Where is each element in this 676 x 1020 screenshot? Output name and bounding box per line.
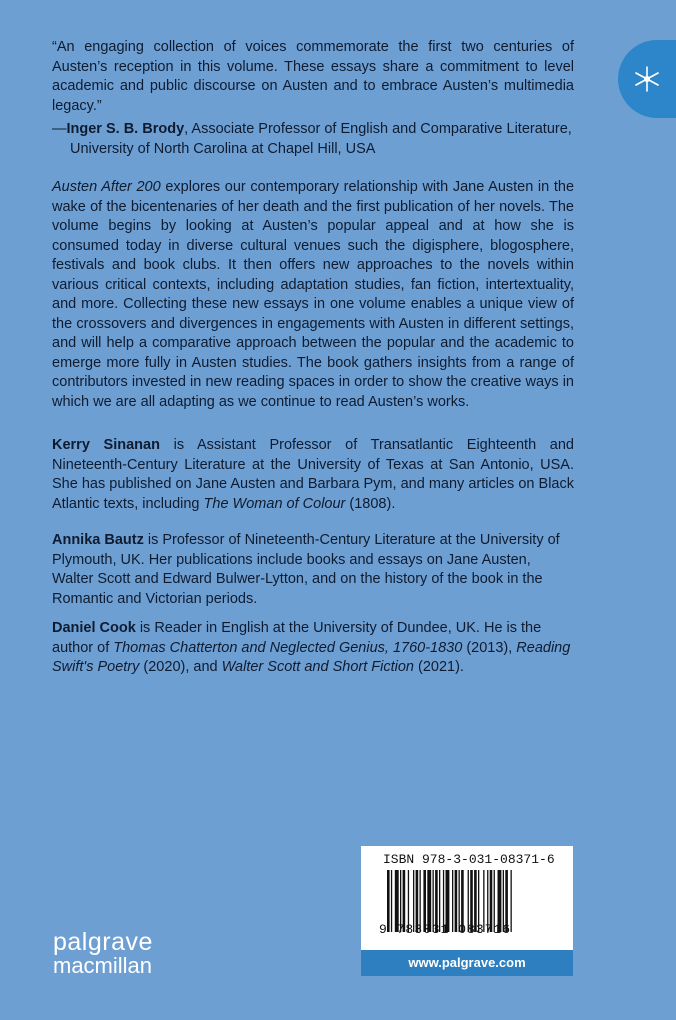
bio-italic-title: The Woman of Colour bbox=[203, 495, 346, 512]
endorsement-attribution bbox=[52, 120, 574, 159]
bio-text: is Reader in English at the University of Dundee, UK. He is the author of bbox=[52, 620, 542, 656]
bio-mid-1: (2013), bbox=[462, 639, 517, 656]
bio-name: Kerry Sinanan bbox=[52, 437, 160, 453]
bio-text: is Professor of Nineteenth-Century Literature at the University of Plymouth, UK. Her publications include books and essays on Jane Austen, Walter Scott and Edward Bulwer-Lytton, and on the history of the book in the Romantic and Victorian periods. bbox=[52, 532, 560, 607]
bio-mid-2: (2020), and bbox=[139, 659, 222, 675]
endorser-affiliation: , Associate Professor of English and Comparative Literature, University of North Carolina at Chapel Hill, USA bbox=[70, 121, 572, 157]
bio-name: Daniel Cook bbox=[52, 620, 136, 636]
bio-italic-title-2: Reading Swift's Poetry bbox=[52, 639, 571, 675]
barcode-panel bbox=[361, 846, 573, 976]
bio-kerry-sinanan bbox=[52, 436, 574, 514]
book-title: Austen After 200 bbox=[52, 179, 161, 195]
bio-daniel-cook bbox=[52, 619, 574, 678]
publisher-url[interactable]: www.palgrave.com bbox=[361, 950, 573, 976]
publisher-line-2: macmillan bbox=[53, 953, 153, 978]
bio-italic-title-3: Walter Scott and Short Fiction bbox=[221, 659, 414, 675]
springer-star-icon bbox=[633, 64, 661, 94]
bio-italic-title-1: Thomas Chatterton and Neglected Genius, 1760-1830 bbox=[113, 639, 463, 656]
bio-name: Annika Bautz bbox=[52, 532, 144, 548]
endorsement-quote: “An engaging collection of voices commemorate the first two centuries of Austen’s reception in this volume. These essays share a commitment to level academic and public discourse on Austen and to embrace Austen’s multimedia legacy.” bbox=[52, 39, 574, 114]
bio-tail: (1808). bbox=[345, 495, 396, 512]
bio-annika-bautz bbox=[52, 531, 574, 609]
barcode-digits: 9 783031 083716 bbox=[379, 922, 512, 937]
bio-tail: (2021). bbox=[413, 659, 464, 675]
isbn-label: ISBN 978-3-031-08371-6 bbox=[383, 852, 555, 867]
quote-dash: — bbox=[52, 121, 67, 137]
publisher-line-1: palgrave bbox=[53, 928, 153, 956]
publisher-logo bbox=[53, 930, 153, 978]
series-tab bbox=[618, 40, 676, 118]
description-body: explores our contemporary relationship with Jane Austen in the wake of the bicentenaries of her death and the first publication of her novels. The volume begins by looking at Austen’s popular appeal and at how she is consumed today in diverse cultural venues such the digisphere, blogosphere, festivals and book clubs. It then offers new approaches to the novels within various critical contexts, including adaptation studies, fan fiction, intertextuality, and more. Collecting these new essays in one volume enables a unique view of the crossovers and divergences in engagements with Austen in different settings, and will help a comparative approach between the popular and the academic to emerge more fully in Austen studies. The book gathers insights from a range of contributors invested in new reading spaces in order to show the creative ways in which we are all adapting as we continue to read Austen’s works. bbox=[52, 179, 575, 410]
bio-text: is Assistant Professor of Transatlantic Eighteenth and Nineteenth-Century Literature at the University of Texas at San Antonio, USA. She has published on Jane Austen and Barbara Pym, and many articles on Black Atlantic texts, including bbox=[52, 437, 574, 512]
book-description bbox=[52, 178, 574, 412]
endorser-name: Inger S. B. Brody bbox=[66, 121, 185, 137]
